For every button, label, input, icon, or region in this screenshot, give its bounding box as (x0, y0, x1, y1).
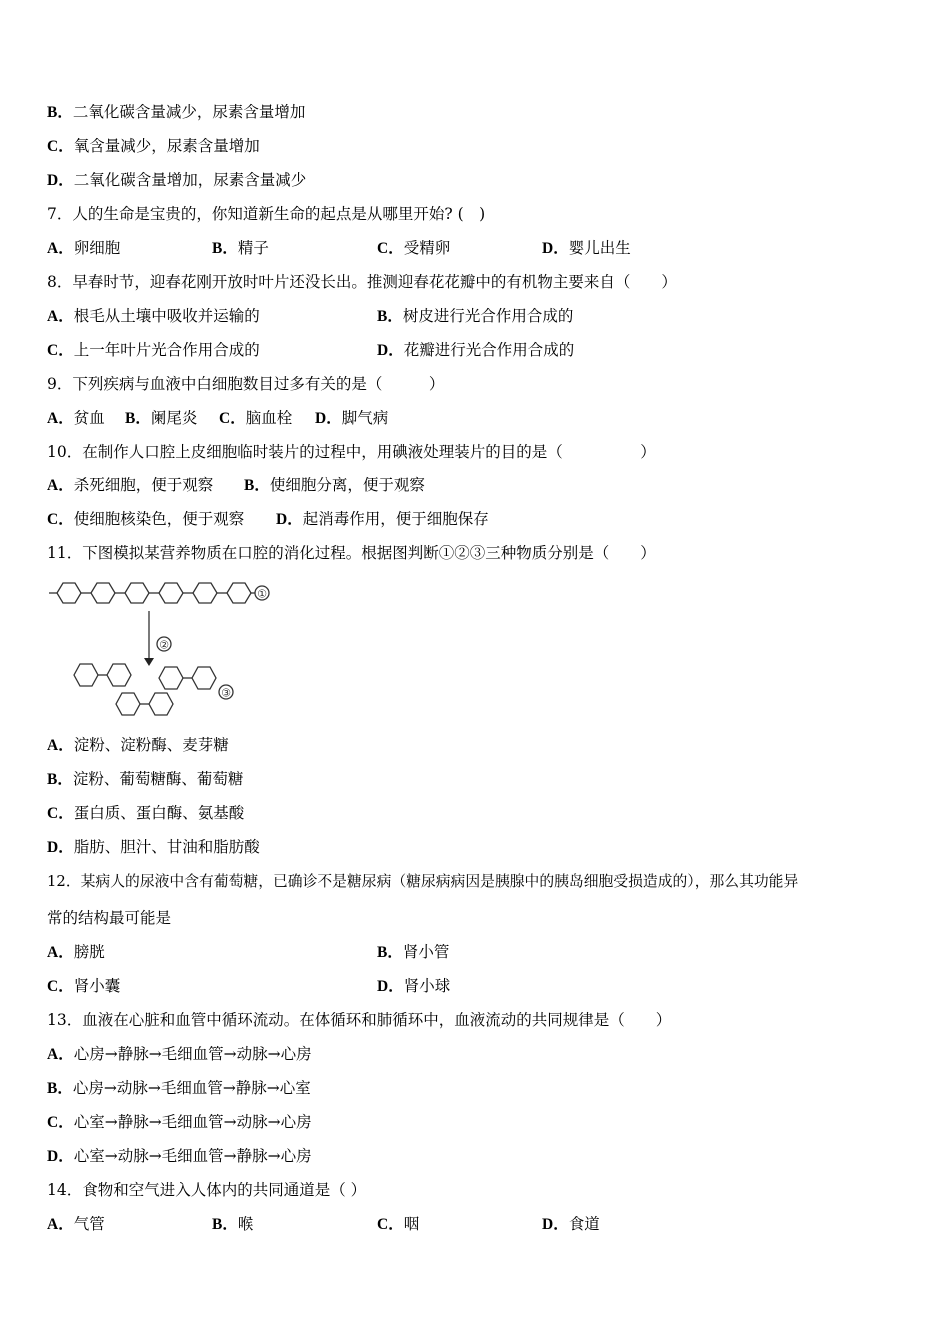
q12-option-c: C．肾小囊 (47, 977, 121, 995)
q6-option-d: D．二氧化碳含量增加，尿素含量减少 (47, 171, 307, 189)
q10-option-d: D．起消毒作用，便于细胞保存 (276, 510, 489, 528)
q14-option-b: B．喉 (212, 1215, 254, 1233)
q10-option-c: C．使细胞核染色，便于观察 (47, 510, 245, 528)
q9-option-a: A．贫血 (47, 409, 105, 427)
q13-option-c: C．心室→静脉→毛细血管→动脉→心房 (47, 1113, 312, 1131)
q7-option-b: B．精子 (212, 239, 269, 257)
q7-option-d: D．婴儿出生 (542, 239, 631, 257)
q8-option-c: C．上一年叶片光合作用合成的 (47, 341, 260, 359)
q6-option-c: C．氧含量减少，尿素含量增加 (47, 137, 260, 155)
q8-stem: 8．早春时节，迎春花刚开放时叶片还没长出。推测迎春花花瓣中的有机物主要来自（ ） (47, 273, 677, 291)
label-three: ③ (221, 686, 231, 700)
q10-option-b: B．使细胞分离，便于观察 (244, 476, 425, 494)
q12-stem-line1: 12．某病人的尿液中含有葡萄糖，已确诊不是糖尿病（糖尿病病因是胰腺中的胰岛细胞受损造成的），那么其功能异 (47, 873, 799, 890)
q9-option-c: C．脑血栓 (219, 409, 293, 427)
q8-option-a: A．根毛从土壤中吸收并运输的 (47, 307, 260, 325)
q12-option-d: D．肾小球 (377, 977, 451, 995)
q14-stem: 14．食物和空气进入人体内的共同通道是（ ） (47, 1181, 367, 1199)
q11-option-c: C．蛋白质、蛋白酶、氨基酸 (47, 804, 245, 822)
q6-option-b: B．二氧化碳含量减少，尿素含量增加 (47, 103, 306, 121)
q11-option-a: A．淀粉、淀粉酶、麦芽糖 (47, 736, 229, 754)
q9-option-b: B．阑尾炎 (125, 409, 198, 427)
digestion-diagram (44, 578, 284, 723)
q7-stem: 7．人的生命是宝贵的，你知道新生命的起点是从哪里开始? ( ) (47, 205, 486, 223)
q9-stem: 9．下列疾病与血液中白细胞数目过多有关的是（ ） (47, 375, 445, 393)
q12-stem-line2: 常的结构最可能是 (47, 909, 172, 927)
q14-option-d: D．食道 (542, 1215, 600, 1233)
q14-option-a: A．气管 (47, 1215, 105, 1233)
q10-option-a: A．杀死细胞，便于观察 (47, 476, 214, 494)
q13-option-d: D．心室→动脉→毛细血管→静脉→心房 (47, 1147, 312, 1165)
q14-option-c: C．咽 (377, 1215, 420, 1233)
label-one: ① (257, 587, 267, 601)
q12-option-b: B．肾小管 (377, 943, 450, 961)
q10-stem: 10．在制作人口腔上皮细胞临时装片的过程中，用碘液处理装片的目的是（ ） (47, 443, 656, 461)
q13-option-b: B．心房→动脉→毛细血管→静脉→心室 (47, 1079, 311, 1097)
q7-option-a: A．卵细胞 (47, 239, 121, 257)
q12-option-a: A．膀胱 (47, 943, 105, 961)
q13-stem: 13．血液在心脏和血管中循环流动。在体循环和肺循环中，血液流动的共同规律是（ ） (47, 1011, 672, 1029)
q13-option-a: A．心房→静脉→毛细血管→动脉→心房 (47, 1045, 312, 1063)
q11-option-d: D．脂肪、胆汁、甘油和脂肪酸 (47, 838, 260, 856)
q7-option-c: C．受精卵 (377, 239, 451, 257)
q9-option-d: D．脚气病 (315, 409, 389, 427)
q11-stem: 11．下图模拟某营养物质在口腔的消化过程。根据图判断①②③三种物质分别是（ ） (47, 544, 656, 562)
q8-option-d: D．花瓣进行光合作用合成的 (377, 341, 575, 359)
q8-option-b: B．树皮进行光合作用合成的 (377, 307, 574, 325)
label-two: ② (159, 638, 169, 652)
q11-option-b: B．淀粉、葡萄糖酶、葡萄糖 (47, 770, 244, 788)
